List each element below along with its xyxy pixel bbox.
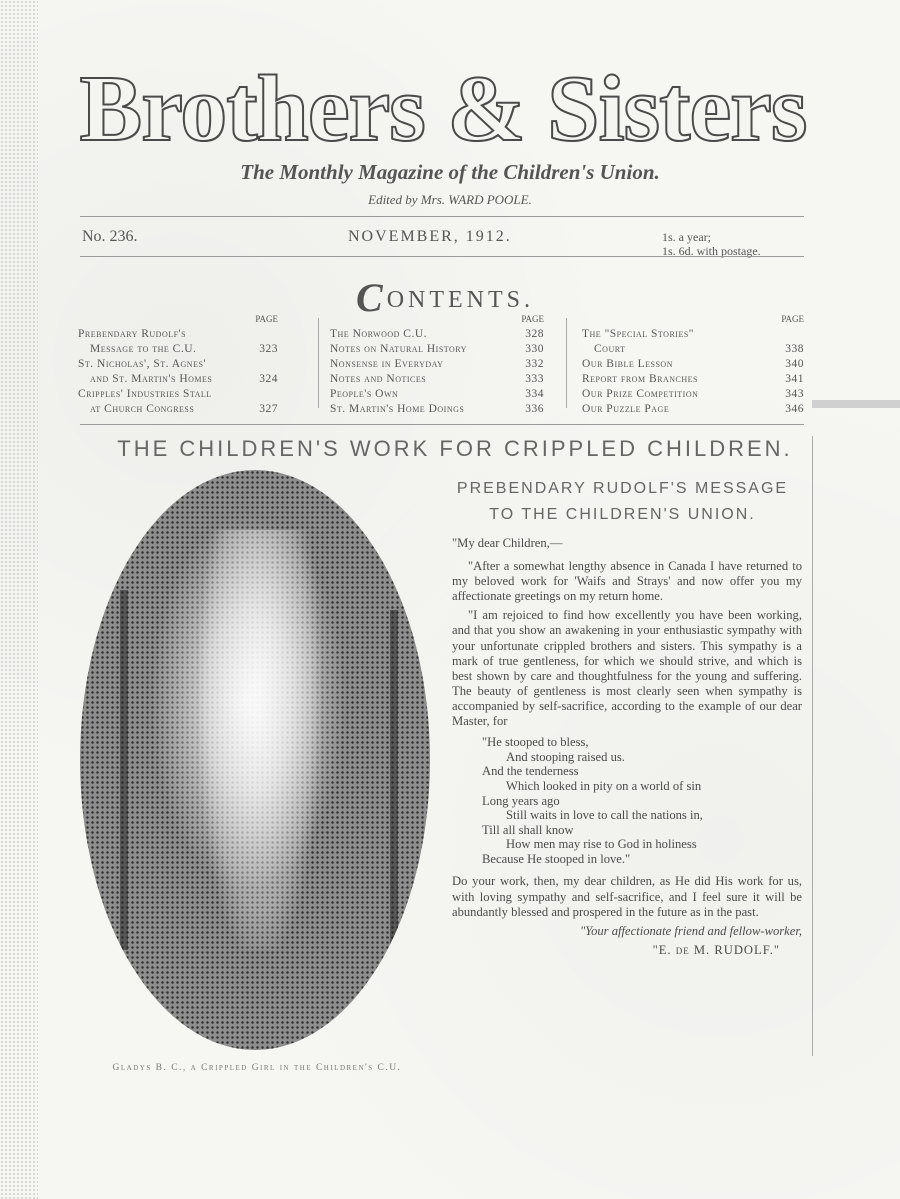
article-poem bbox=[482, 735, 802, 866]
contents-entry: People's Own 334 bbox=[330, 388, 544, 400]
masthead-title: Brothers & Sisters bbox=[79, 57, 807, 161]
contents-column-2 bbox=[330, 312, 544, 417]
header-rule-top bbox=[80, 216, 804, 217]
poem-line: Still waits in love to call the nations in, bbox=[506, 808, 703, 823]
article-paragraph-3: Do your work, then, my dear children, as He did His work for us, with loving sympathy and self-sacrifice, and I feel sure it will be abundantly blessed and prospered in the future as in the past. bbox=[452, 874, 802, 919]
article-signature: "E. de M. RUDOLF." bbox=[652, 942, 780, 957]
contents-entry: Our Bible Lesson 340 bbox=[582, 358, 804, 370]
chair-left-shape bbox=[120, 590, 198, 950]
column-right-border bbox=[812, 436, 813, 1056]
contents-heading-rest: ONTENTS. bbox=[386, 287, 535, 313]
contents-entry: Prebendary Rudolf's bbox=[78, 328, 187, 340]
photo-caption: Gladys B. C., a Crippled Girl in the Children's C.U. bbox=[112, 1063, 402, 1073]
contents-entry: Notes on Natural History 330 bbox=[330, 343, 544, 355]
article-title-line-1: PREBENDARY RUDOLF'S MESSAGE bbox=[456, 480, 789, 497]
contents-entry: Court 338 bbox=[594, 343, 804, 355]
contents-entry: The "Special Stories" bbox=[582, 328, 694, 340]
scan-artifact-bar bbox=[812, 400, 900, 408]
contents-entry: and St. Martin's Homes 324 bbox=[90, 373, 278, 385]
editor-line: Edited by Mrs. WARD POOLE. bbox=[368, 192, 532, 207]
contents-rule-bottom bbox=[80, 424, 804, 425]
poem-line: Because He stooped in love." bbox=[482, 851, 631, 866]
contents-entry: St. Martin's Home Doings 336 bbox=[330, 403, 544, 415]
header-rule-bottom bbox=[80, 256, 804, 257]
article-body bbox=[452, 536, 802, 962]
masthead-subtitle: The Monthly Magazine of the Children's Union. bbox=[240, 160, 660, 184]
section-headline: THE CHILDREN'S WORK FOR CRIPPLED CHILDREN. bbox=[117, 436, 793, 461]
issue-price bbox=[662, 230, 761, 258]
poem-line: And the tenderness bbox=[482, 764, 579, 779]
contents-entry: at Church Congress 327 bbox=[90, 403, 278, 415]
contents-entry: St. Nicholas', St. Agnes' bbox=[78, 358, 206, 370]
issue-number: No. 236. bbox=[82, 228, 138, 245]
girl-figure-shape bbox=[200, 530, 320, 950]
contents-entry: Message to the C.U. 323 bbox=[90, 343, 278, 355]
poem-line: Which looked in pity on a world of sin bbox=[506, 778, 702, 793]
contents-entry: The Norwood C.U. 328 bbox=[330, 328, 544, 340]
poem-line: How men may rise to God in holiness bbox=[506, 837, 697, 852]
price-line-2: 1s. 6d. with postage. bbox=[662, 244, 761, 258]
scan-edge-noise bbox=[0, 0, 38, 1199]
contents-initial: C bbox=[356, 275, 387, 320]
article-paragraph-1: "After a somewhat lengthy absence in Canada I have returned to my beloved work for 'Waifs and Strays' and now offer you my affectionate greetings on my return home. bbox=[452, 559, 802, 604]
contents-page-header: PAGE bbox=[781, 314, 804, 324]
contents-entry: Our Puzzle Page 346 bbox=[582, 403, 804, 415]
crippled-girl-photo bbox=[80, 470, 430, 1050]
article-closing: "Your affectionate friend and fellow-worker, bbox=[579, 923, 802, 938]
contents-entry: Notes and Notices 333 bbox=[330, 373, 544, 385]
poem-line: Till all shall know bbox=[482, 822, 574, 837]
article-paragraph-2: "I am rejoiced to find how excellently you have been working, and that you show an awakening in your enthusiastic sympathy with your unfortunate crippled brothers and sisters. This sympathy is a mark of true gentleness, for which we should strive, and which is best shown by care and thoughtfulness for the young and suffering. The beauty of gentleness is most clearly seen when sympathy is accompanied by self-sacrifice, according to the example of our dear Master, for bbox=[452, 608, 802, 729]
chair-right-shape bbox=[320, 610, 398, 950]
article-salutation: "My dear Children,— bbox=[452, 536, 563, 550]
issue-date: NOVEMBER, 1912. bbox=[348, 228, 512, 245]
poem-line: Long years ago bbox=[482, 793, 560, 808]
article-title bbox=[440, 476, 805, 528]
poem-line: And stooping raised us. bbox=[506, 749, 625, 764]
poem-line: "He stooped to bless, bbox=[482, 735, 589, 750]
contents-entry: Report from Branches 341 bbox=[582, 373, 804, 385]
contents-page-header: PAGE bbox=[255, 314, 278, 324]
contents-column-1 bbox=[78, 312, 278, 417]
contents-divider-1 bbox=[318, 318, 319, 408]
contents-entry: Cripples' Industries Stall bbox=[78, 388, 212, 400]
contents-divider-2 bbox=[566, 318, 567, 408]
article-title-line-2: TO THE CHILDREN'S UNION. bbox=[489, 506, 756, 523]
contents-entry: Nonsense in Everyday 332 bbox=[330, 358, 544, 370]
price-line-1: 1s. a year; bbox=[662, 230, 711, 244]
contents-entry: Our Prize Competition 343 bbox=[582, 388, 804, 400]
contents-page-header: PAGE bbox=[521, 314, 544, 324]
contents-column-3 bbox=[582, 312, 804, 417]
